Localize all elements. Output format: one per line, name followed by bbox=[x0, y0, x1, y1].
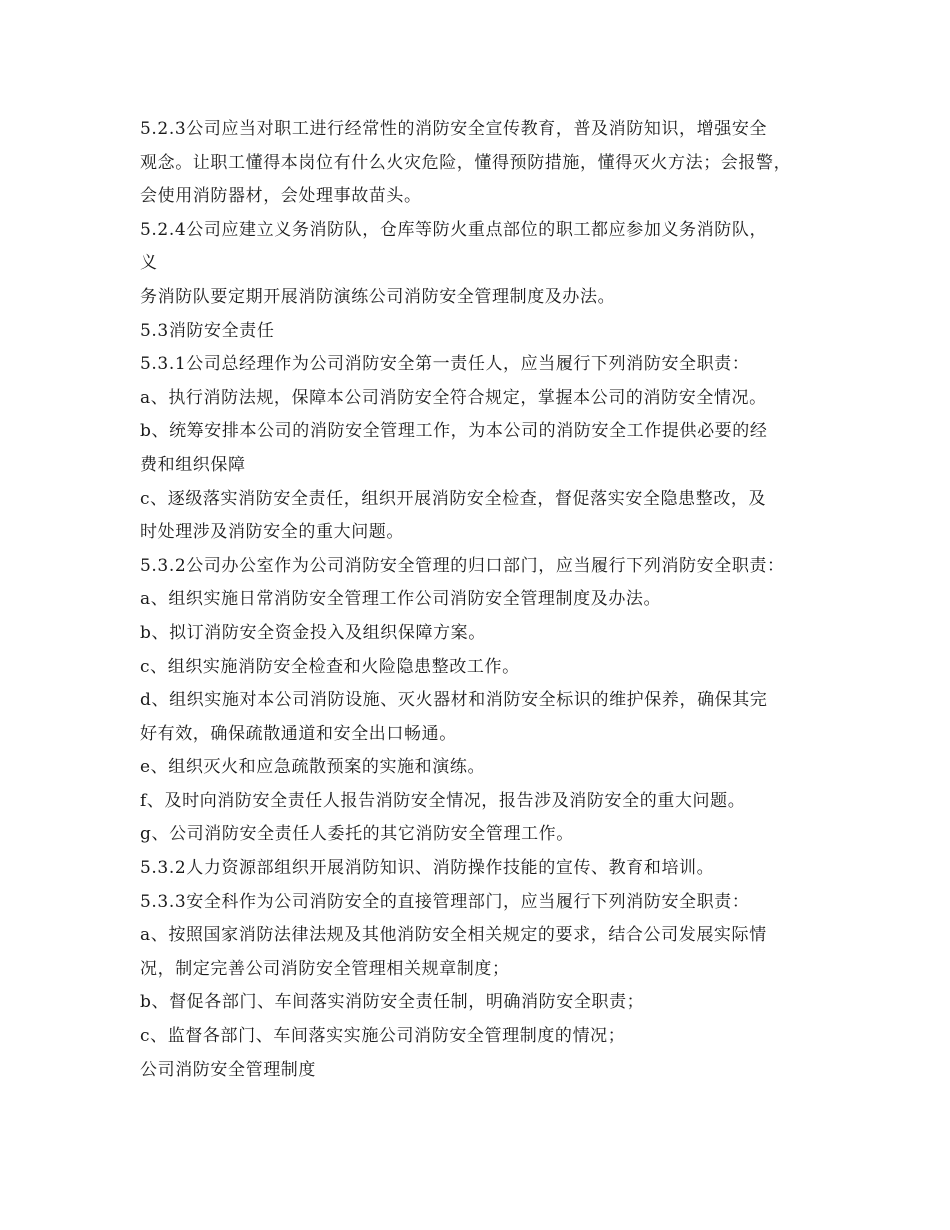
text-line: 观念。让职工懂得本岗位有什么火灾危险，懂得预防措施，懂得灭火方法；会报警， bbox=[140, 152, 792, 173]
text-line: 费和组织保障 bbox=[140, 454, 246, 475]
text-line: b、拟订消防安全资金投入及组织保障方案。 bbox=[140, 622, 486, 643]
text-line: a、组织实施日常消防安全管理工作公司消防安全管理制度及办法。 bbox=[140, 589, 662, 610]
text-line: c、组织实施消防安全检查和火险隐患整改工作。 bbox=[140, 656, 520, 677]
text-line: 5.2.3公司应当对职工进行经常性的消防安全宣传教育，普及消防知识，增强安全 bbox=[140, 119, 768, 139]
text-line: 5.3.2人力资源部组织开展消防知识、消防操作技能的宣传、教育和培训。 bbox=[140, 858, 715, 879]
text-line: 5.3.3安全科作为公司消防安全的直接管理部门，应当履行下列消防安全职责： bbox=[140, 891, 750, 912]
text-line: d、组织实施对本公司消防设施、灭火器材和消防安全标识的维护保养，确保其完 bbox=[140, 690, 768, 711]
text-line: g、公司消防安全责任人委托的其它消防安全管理工作。 bbox=[140, 824, 574, 845]
document-body bbox=[140, 113, 830, 1087]
text-line: 时处理涉及消防安全的重大问题。 bbox=[140, 522, 404, 543]
text-line: 5.2.4公司应建立义务消防队，仓库等防火重点部位的职工都应参加义务消防队， bbox=[140, 219, 768, 240]
text-line: a、按照国家消防法律法规及其他消防安全相关规定的要求，结合公司发展实际情 bbox=[140, 925, 767, 946]
text-line: c、逐级落实消防安全责任，组织开展消防安全检查，督促落实安全隐患整改，及 bbox=[140, 488, 767, 509]
text-line: e、组织灭火和应急疏散预案的实施和演练。 bbox=[140, 757, 486, 778]
text-line: a、执行消防法规，保障本公司消防安全符合规定，掌握本公司的消防安全情况。 bbox=[140, 387, 767, 408]
text-line: 5.3.1公司总经理作为公司消防安全第一责任人，应当履行下列消防安全职责： bbox=[140, 354, 750, 375]
text-line: 义 bbox=[140, 253, 158, 274]
text-line: b、督促各部门、车间落实消防安全责任制，明确消防安全职责； bbox=[140, 992, 645, 1013]
text-line: 好有效，确保疏散通道和安全出口畅通。 bbox=[140, 723, 457, 744]
text-line: 况，制定完善公司消防安全管理相关规章制度； bbox=[140, 958, 510, 979]
text-line: b、统筹安排本公司的消防安全管理工作，为本公司的消防安全工作提供必要的经 bbox=[140, 421, 768, 442]
text-line: 会使用消防器材，会处理事故苗头。 bbox=[140, 186, 422, 207]
text-line: f、及时向消防安全责任人报告消防安全情况，报告涉及消防安全的重大问题。 bbox=[140, 790, 746, 811]
text-line: c、监督各部门、车间落实实施公司消防安全管理制度的情况； bbox=[140, 1026, 626, 1047]
page-footer-title: 公司消防安全管理制度 bbox=[140, 1059, 316, 1080]
text-line: 务消防队要定期开展消防演练公司消防安全管理制度及办法。 bbox=[140, 286, 616, 307]
section-heading: 5.3消防安全责任 bbox=[140, 320, 275, 341]
text-line: 5.3.2公司办公室作为公司消防安全管理的归口部门，应当履行下列消防安全职责： bbox=[140, 555, 785, 576]
